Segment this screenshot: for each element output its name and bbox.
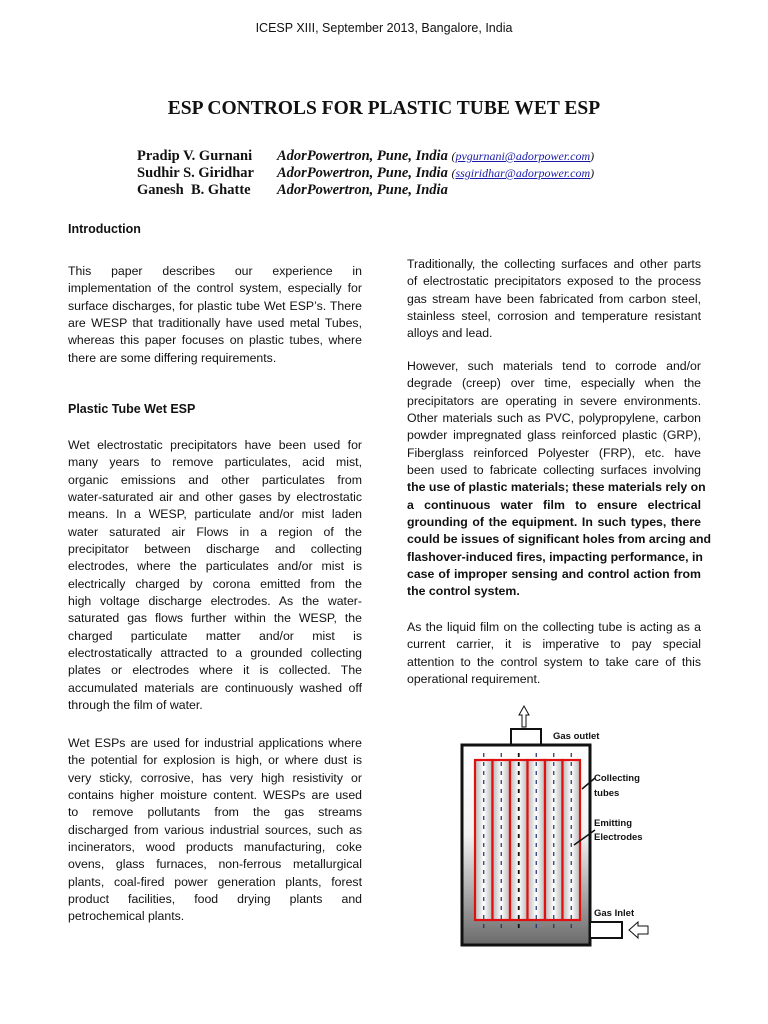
- tubes-label: tubes: [594, 788, 620, 799]
- author-email-link[interactable]: pvgurnani@adorpower.com: [455, 149, 591, 163]
- text-line: means. In a WESP, particulate and/or mist laden: [68, 507, 362, 522]
- paragraph: [407, 256, 701, 343]
- affiliation-text: AdorPowertron, Pune, India: [277, 165, 448, 181]
- text-line: saturated gas flows further within the WESP, the: [68, 611, 362, 626]
- text-line: incinerators, wood products manufacturing, coke: [68, 840, 362, 855]
- text-line: a continuous water film to ensure electrical: [407, 497, 701, 512]
- text-line: Wet ESPs are used for industrial applications where: [68, 736, 362, 750]
- text-line: Wet electrostatic precipitators have been used for: [68, 438, 362, 452]
- text-line: whereas this paper focuses on plastic tubes, where: [68, 333, 362, 348]
- gas-outlet-label: Gas outlet: [553, 731, 600, 742]
- text-line: precipitator between discharge and collecting: [68, 542, 362, 557]
- paper-title: ESP CONTROLS FOR PLASTIC TUBE WET ESP: [167, 98, 601, 119]
- author-name: Ganesh B. Ghatte: [137, 182, 251, 198]
- author-email-link[interactable]: ssgiridhar@adorpower.com: [455, 166, 591, 180]
- emitting-label: Emitting: [594, 818, 632, 829]
- paragraph: [407, 358, 712, 601]
- wet-esp-diagram: [450, 700, 670, 960]
- text-line: plants, coal-fired power generation plants, forest: [68, 874, 362, 889]
- text-line: gas stream have been fabricated from carbon steel,: [407, 291, 701, 306]
- text-line: case of improper sensing and control action from: [407, 567, 701, 582]
- outlet-arrow-icon: [519, 706, 529, 727]
- text-line: very sticky, corrosive, has very high resistivity or: [68, 770, 362, 785]
- text-line: many years to remove particulates, acid mist,: [68, 455, 362, 470]
- text-line: contains higher moisture content. WESPs are used: [68, 788, 362, 803]
- text-line: degrade (creep) over time, especially when the: [407, 376, 701, 391]
- section-heading-plastic-tube: Plastic Tube Wet ESP: [68, 402, 196, 416]
- text-line: electrodes, where the particulates and/or mist is: [68, 559, 362, 574]
- text-line: charged particulate matter and/or mist is: [68, 628, 362, 643]
- author-name: Pradip V. Gurnani: [137, 148, 253, 164]
- text-line: flashover-induced fires, impacting performance, in: [407, 549, 703, 564]
- paragraph: [407, 619, 701, 688]
- inlet-arrow-icon: [629, 922, 648, 938]
- text-line: could be issues of significant holes from arcing and: [407, 532, 712, 547]
- text-line: grounding of the equipment. In such types, there: [407, 515, 701, 530]
- section-heading-introduction: Introduction: [68, 222, 141, 236]
- text-line: plates or electrodes where it is collected. The: [68, 663, 362, 678]
- text-line: product facilities, food drying plants and: [68, 892, 362, 907]
- text-line: implementation of the control system, especially for: [68, 281, 362, 296]
- text-line: Fiberglass reinforced Polyester (FRP), etc. have: [407, 445, 701, 460]
- text-line: attention to the control system to take care of this: [407, 654, 701, 669]
- text-line: the control system.: [407, 584, 520, 599]
- text-line: discharged from various industrial sources, such as: [68, 822, 362, 837]
- author-affiliation: AdorPowertron, Pune, India (ssgiridhar@adorpower.com): [277, 165, 595, 181]
- paragraph: [68, 437, 362, 715]
- text-line: This paper describes our experience in: [68, 264, 362, 278]
- text-line: current carrier, it is imperative to pay special: [407, 637, 701, 652]
- text-line: petrochemical plants.: [68, 909, 185, 924]
- collecting-tubes: [475, 753, 580, 930]
- text-line: As the liquid film on the collecting tube is acting as a: [407, 620, 701, 634]
- electrodes-label: Electrodes: [594, 832, 643, 843]
- text-line: electrically charged by corona emitted from the: [68, 576, 362, 591]
- gas-outlet-duct: [511, 729, 541, 745]
- text-line: However, such materials tend to corrode and/or: [407, 359, 701, 373]
- text-line: through the film of water.: [68, 698, 203, 713]
- text-line: alloys and lead.: [407, 326, 493, 341]
- gas-inlet-duct: [590, 922, 622, 938]
- text-line: accumulated materials are continuously washed off: [68, 680, 362, 695]
- author-name: Sudhir S. Giridhar: [137, 165, 254, 181]
- collecting-label: Collecting: [594, 773, 640, 784]
- text-line: water saturated air Flows in a region of the: [68, 524, 362, 539]
- text-line: the potential for explosion is high, or where dust is: [68, 753, 362, 768]
- text-line: powder impregnated glass reinforced plastic (GRP),: [407, 428, 701, 443]
- text-line: electrostatically attracted to a grounded collecting: [68, 646, 362, 661]
- text-line: Other materials such as PVC, polypropylene, carbon: [407, 411, 701, 426]
- author-affiliation: AdorPowertron, Pune, India: [277, 182, 448, 198]
- text-line: the use of plastic materials; these materials rely on: [407, 480, 706, 495]
- affiliation-text: AdorPowertron, Pune, India: [277, 148, 448, 164]
- text-line: been used to fabricate collecting surfaces involving: [407, 463, 701, 478]
- text-line: high voltage discharge electrodes. As the water-: [68, 594, 362, 609]
- text-line: surface discharges, for plastic tube Wet ESP’s. There: [68, 298, 362, 313]
- gas-inlet-label: Gas Inlet: [594, 908, 635, 919]
- author-affiliation: AdorPowertron, Pune, India (pvgurnani@adorpower.com): [277, 148, 595, 164]
- text-line: organic emissions and other particulates from: [68, 472, 362, 487]
- text-line: there are some differing requirements.: [68, 350, 277, 365]
- text-line: of electrostatic precipitators exposed to the process: [407, 274, 701, 289]
- text-line: ovens, glass furnaces, non-ferrous metallurgical: [68, 857, 362, 872]
- text-line: to remove pollutants from the gas streams: [68, 805, 362, 820]
- paragraph: [68, 735, 362, 926]
- conference-header: ICESP XIII, September 2013, Bangalore, India: [255, 21, 513, 35]
- text-line: Traditionally, the collecting surfaces and other parts: [407, 257, 701, 271]
- text-line: water-saturated air and other gases by electrostatic: [68, 490, 362, 505]
- paragraph: [68, 263, 362, 367]
- text-line: operational requirement.: [407, 672, 541, 687]
- text-line: stainless steel, corrosion and temperature resistant: [407, 309, 701, 324]
- text-line: precipitators are operating in severe environments.: [407, 393, 701, 408]
- text-line: are WESP that traditionally have used metal Tubes,: [68, 316, 362, 331]
